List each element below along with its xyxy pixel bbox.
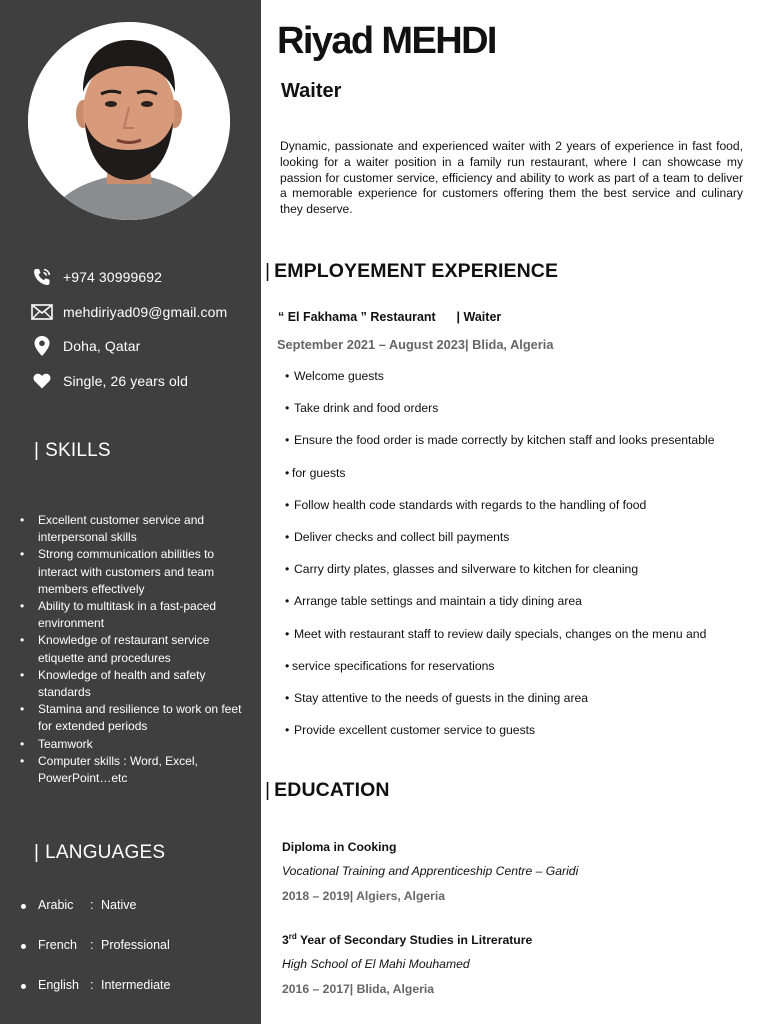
list-item-continuation: • service specifications for reservations (284, 650, 754, 682)
list-item: • Stay attentive to the needs of guests in the dining area (284, 682, 754, 714)
portrait-illustration (28, 22, 230, 220)
contact-list (30, 260, 255, 398)
contact-status (30, 364, 255, 399)
education-entry (282, 933, 742, 996)
map-pin-icon (30, 335, 54, 357)
list-item: • Computer skills : Word, Excel, PowerPoint…etc (20, 753, 250, 787)
job-dates: September 2021 – August 2023| Blida, Algeria (277, 337, 554, 352)
education-heading (265, 779, 390, 802)
list-item: • Knowledge of restaurant service etiquette and procedures (20, 632, 250, 666)
job-position: | Waiter (456, 310, 502, 324)
list-item: • Take drink and food orders (284, 392, 754, 424)
heading-bar: | (34, 842, 40, 863)
list-item: • Stamina and resilience to work on feet for extended periods (20, 701, 250, 735)
list-item: • Strong communication abilities to interact with customers and team members effectively (20, 546, 250, 598)
language-item (18, 938, 248, 978)
languages-heading (34, 842, 165, 864)
education-dates: 2016 – 2017| Blida, Algeria (282, 982, 435, 996)
language-level: Intermediate (101, 978, 171, 992)
contact-location (30, 329, 255, 364)
degree-title: Diploma in Cooking (282, 840, 397, 854)
degree-title (282, 933, 742, 957)
list-item-continuation: • for guests (284, 457, 754, 489)
list-item: • Welcome guests (284, 360, 754, 392)
heading-bar: | (34, 440, 40, 461)
email-address[interactable]: mehdiriyad09@gmail.com (63, 303, 228, 320)
school-name: Vocational Training and Apprenticeship Centre – Garidi (282, 864, 579, 878)
heart-icon (30, 370, 54, 392)
degree-number: 3 (282, 933, 289, 947)
language-separator: : (90, 898, 94, 912)
heading-bar: | (265, 779, 271, 801)
candidate-role: Waiter (281, 80, 342, 102)
location-text: Doha, Qatar (63, 338, 141, 355)
languages-list (18, 898, 248, 1018)
list-item: • Excellent customer service and interpersonal skills (20, 512, 250, 546)
profile-summary: Dynamic, passionate and experienced waiter with 2 years of experience in fast food, looking for a waiter position in a family run restaurant, where I can showcase my passion for customer service, efficiency and ability to work as part of a team to deliver a memorable experience for customers offering them the best service and culinary they deserve. (280, 139, 743, 217)
language-separator: : (90, 978, 94, 992)
list-item: • Carry dirty plates, glasses and silverware to kitchen for cleaning (284, 553, 754, 585)
skills-heading (34, 440, 111, 462)
language-name: Arabic (38, 898, 74, 912)
experience-heading (265, 260, 558, 283)
language-name: French (38, 938, 77, 952)
envelope-icon (30, 301, 54, 323)
language-item (18, 978, 248, 1018)
school-name: High School of El Mahi Mouhamed (282, 957, 470, 971)
degree-ordinal: rd (288, 931, 297, 941)
employer-name: “ El Fakhama ” Restaurant (278, 310, 436, 324)
language-level: Professional (101, 938, 170, 952)
sidebar (0, 0, 261, 1024)
profile-photo (28, 22, 230, 220)
candidate-name: Riyad MEHDI (277, 20, 496, 62)
languages-heading-text: LANGUAGES (45, 842, 166, 863)
language-level: Native (101, 898, 137, 912)
list-item: • Ability to multitask in a fast-paced environment (20, 598, 250, 632)
degree-text: Year of Secondary Studies in Litrerature (296, 933, 533, 947)
list-item: • Teamwork (20, 736, 250, 753)
contact-email (30, 295, 255, 330)
job-title (278, 310, 501, 324)
heading-bar: | (265, 260, 271, 282)
language-name: English (38, 978, 79, 992)
experience-heading-text: EMPLOYEMENT EXPERIENCE (274, 260, 559, 282)
phone-icon (30, 266, 54, 288)
education-dates: 2018 – 2019| Algiers, Algeria (282, 889, 446, 903)
education-entry (282, 840, 742, 903)
phone-number[interactable]: +974 30999692 (63, 269, 163, 286)
contact-phone (30, 260, 255, 295)
list-item: • Deliver checks and collect bill payments (284, 521, 754, 553)
skills-list (20, 512, 250, 787)
language-separator: : (90, 938, 94, 952)
education-heading-text: EDUCATION (274, 779, 390, 801)
duties-list (284, 360, 754, 746)
list-item: • Provide excellent customer service to guests (284, 714, 754, 746)
list-item: • Meet with restaurant staff to review daily specials, changes on the menu and (284, 618, 754, 650)
status-text: Single, 26 years old (63, 372, 188, 389)
skills-heading-text: SKILLS (45, 440, 111, 461)
language-item (18, 898, 248, 938)
list-item: • Follow health code standards with regards to the handling of food (284, 489, 754, 521)
list-item: • Ensure the food order is made correctly by kitchen staff and looks presentable (284, 424, 754, 456)
list-item: • Arrange table settings and maintain a tidy dining area (284, 585, 754, 617)
list-item: • Knowledge of health and safety standards (20, 667, 250, 701)
